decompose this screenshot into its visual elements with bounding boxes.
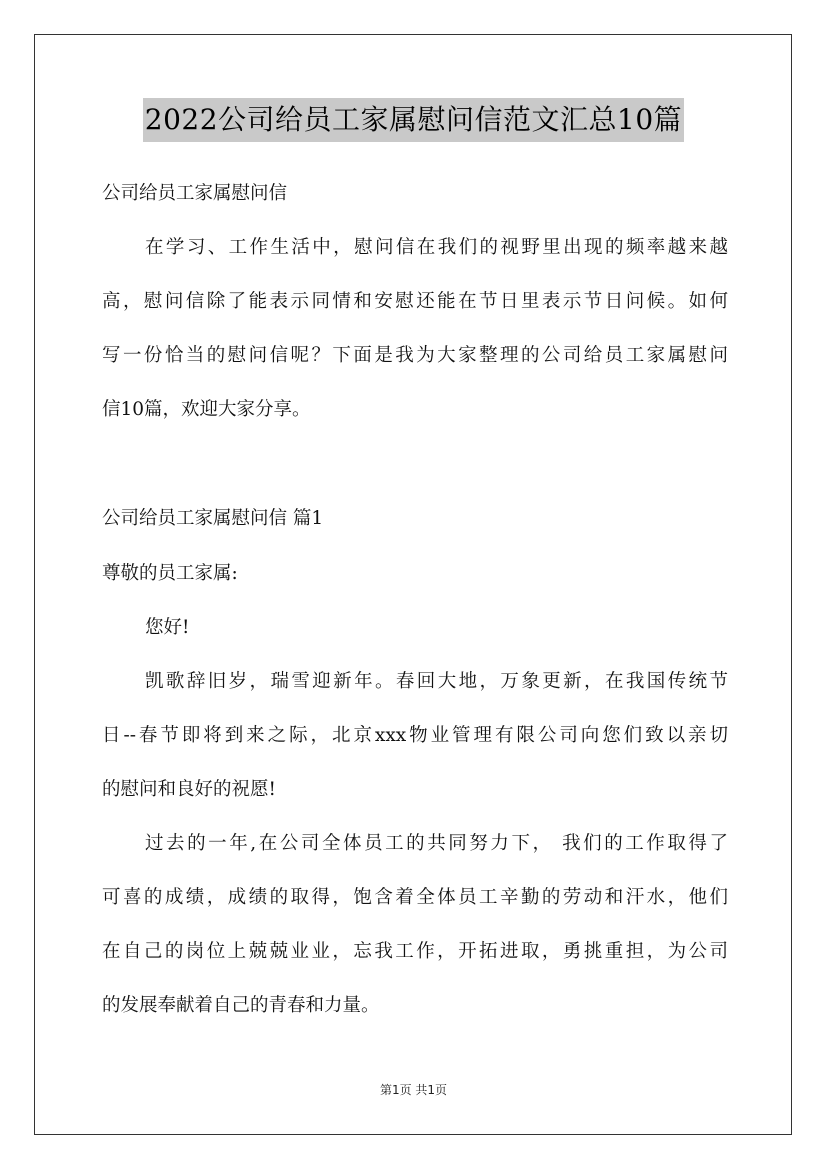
salutation: 尊敬的员工家属:	[102, 563, 238, 584]
paragraph-line: 写一份恰当的慰问信呢？下面是我为大家整理的公司给员工家属慰问	[102, 345, 728, 366]
paragraph-line: 高，慰问信除了能表示同情和安慰还能在节日里表示节日问候。如何	[102, 291, 728, 312]
section-heading: 公司给员工家属慰问信 篇1	[102, 508, 324, 529]
paragraph-line: 过去的一年,在公司全体员工的共同努力下， 我们的工作取得了	[145, 833, 728, 854]
paragraph-line: 日--春节即将到来之际，北京xxx物业管理有限公司向您们致以亲切	[102, 725, 728, 746]
title-container	[0, 98, 827, 142]
document-title: 2022公司给员工家属慰问信范文汇总10篇	[143, 98, 684, 142]
greeting: 您好!	[145, 617, 190, 638]
paragraph-line: 凯歌辞旧岁，瑞雪迎新年。春回大地，万象更新，在我国传统节	[145, 671, 728, 692]
paragraph-line: 信10篇，欢迎大家分享。	[102, 399, 311, 420]
paragraph-line: 的慰问和良好的祝愿!	[102, 779, 276, 800]
paragraph-line: 的发展奉献着自己的青春和力量。	[102, 995, 380, 1016]
section-heading: 公司给员工家属慰问信	[102, 183, 288, 204]
paragraph-line: 可喜的成绩，成绩的取得，饱含着全体员工辛勤的劳动和汗水，他们	[102, 887, 728, 908]
page-number: 第1页 共1页	[379, 1083, 448, 1097]
paragraph-line: 在自己的岗位上兢兢业业，忘我工作，开拓进取，勇挑重担，为公司	[102, 941, 728, 962]
paragraph-line: 在学习、工作生活中，慰问信在我们的视野里出现的频率越来越	[145, 237, 728, 258]
